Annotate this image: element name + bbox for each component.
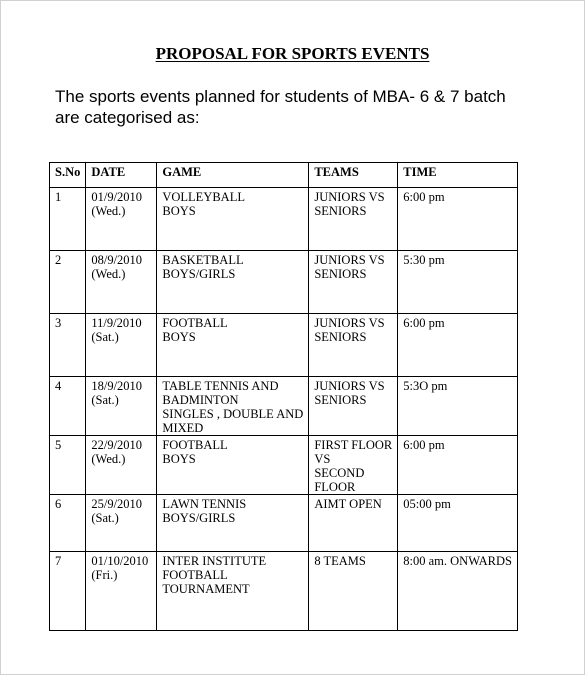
cell-teams-line: SENIORS	[314, 204, 367, 218]
cell-game-line: TOURNAMENT	[162, 582, 250, 596]
cell-teams-line: 8 TEAMS	[314, 554, 366, 568]
cell-teams-line: JUNIORS VS	[314, 253, 385, 267]
cell-date-line: 01/9/2010	[91, 190, 143, 204]
cell-sno	[50, 188, 86, 251]
cell-game-line: LAWN TENNIS	[162, 497, 247, 511]
table-row	[50, 314, 518, 377]
cell-game	[157, 495, 309, 552]
cell-teams-line: SENIORS	[314, 330, 367, 344]
cell-date-line: (Sat.)	[91, 330, 119, 344]
title-text: PROPOSAL FOR SPORTS EVENTS	[155, 44, 430, 63]
cell-game-line: BOYS	[162, 204, 196, 218]
cell-game-line: TABLE TENNIS AND	[162, 379, 279, 393]
cell-sno-line: 2	[55, 253, 62, 267]
cell-game-line: FOOTBALL	[162, 568, 228, 582]
cell-sno	[50, 314, 86, 377]
cell-game-line: FOOTBALL	[162, 438, 228, 452]
cell-date-line: 08/9/2010	[91, 253, 143, 267]
cell-time	[398, 552, 518, 631]
cell-date-line: (Wed.)	[91, 204, 126, 218]
cell-game-line: BOYS	[162, 330, 196, 344]
cell-date-line: (Wed.)	[91, 452, 126, 466]
cell-teams	[309, 377, 398, 436]
cell-game	[157, 436, 309, 495]
cell-teams-line: FLOOR	[314, 480, 356, 494]
cell-game-line: BOYS	[162, 452, 196, 466]
cell-time-line: 6:00 pm	[403, 316, 445, 330]
table-row	[50, 495, 518, 552]
table-row	[50, 436, 518, 495]
cell-date-line: (Fri.)	[91, 568, 118, 582]
cell-game-line: BASKETBALL	[162, 253, 244, 267]
table-row	[50, 188, 518, 251]
cell-sno	[50, 251, 86, 314]
cell-time-line: 6:00 pm	[403, 190, 445, 204]
cell-teams	[309, 552, 398, 631]
header-sno: S.No	[50, 163, 86, 188]
cell-time-line: 05:00 pm	[403, 497, 451, 511]
cell-game-line: BADMINTON	[162, 393, 239, 407]
cell-game-line: SINGLES , DOUBLE AND	[162, 407, 304, 421]
cell-sno-line: 4	[55, 379, 62, 393]
cell-date	[86, 314, 157, 377]
cell-date-line: 01/10/2010	[91, 554, 149, 568]
cell-date	[86, 552, 157, 631]
cell-date	[86, 251, 157, 314]
cell-teams-line: AIMT OPEN	[314, 497, 382, 511]
cell-sno-line: 7	[55, 554, 62, 568]
cell-time	[398, 495, 518, 552]
cell-game	[157, 314, 309, 377]
cell-teams-line: SECOND	[314, 466, 365, 480]
cell-date-line: 25/9/2010	[91, 497, 143, 511]
cell-date-line: 18/9/2010	[91, 379, 143, 393]
cell-game-line: MIXED	[162, 421, 204, 435]
table-row	[50, 552, 518, 631]
cell-teams-line: SENIORS	[314, 267, 367, 281]
cell-sno-line: 1	[55, 190, 62, 204]
cell-sno-line: 3	[55, 316, 62, 330]
cell-game	[157, 377, 309, 436]
cell-date	[86, 377, 157, 436]
intro-line-1: The sports events planned for students of MBA- 6 & 7 batch	[55, 87, 506, 106]
cell-date-line: (Wed.)	[91, 267, 126, 281]
cell-time	[398, 377, 518, 436]
cell-date	[86, 188, 157, 251]
cell-game	[157, 552, 309, 631]
cell-teams-line: JUNIORS VS	[314, 316, 385, 330]
cell-time-line: 5:30 pm	[403, 253, 445, 267]
cell-game-line: BOYS/GIRLS	[162, 267, 236, 281]
cell-teams	[309, 436, 398, 495]
cell-time-line: 6:00 pm	[403, 438, 445, 452]
cell-teams	[309, 188, 398, 251]
header-time: TIME	[398, 163, 518, 188]
cell-time	[398, 314, 518, 377]
cell-game-line: VOLLEYBALL	[162, 190, 245, 204]
header-date: DATE	[86, 163, 157, 188]
cell-teams-line: FIRST FLOOR	[314, 438, 393, 452]
cell-sno	[50, 495, 86, 552]
cell-date-line: 22/9/2010	[91, 438, 143, 452]
cell-sno	[50, 552, 86, 631]
cell-date-line: (Sat.)	[91, 511, 119, 525]
cell-sno	[50, 377, 86, 436]
cell-teams	[309, 314, 398, 377]
cell-time-line: 5:3O pm	[403, 379, 448, 393]
intro-line-2: are categorised as:	[55, 108, 200, 127]
cell-sno	[50, 436, 86, 495]
header-teams: TEAMS	[309, 163, 398, 188]
cell-date-line: (Sat.)	[91, 393, 119, 407]
cell-time	[398, 436, 518, 495]
table-row	[50, 377, 518, 436]
cell-time	[398, 251, 518, 314]
cell-game-line: INTER INSTITUTE	[162, 554, 267, 568]
header-game: GAME	[157, 163, 309, 188]
cell-teams-line: JUNIORS VS	[314, 190, 385, 204]
cell-game	[157, 251, 309, 314]
cell-time	[398, 188, 518, 251]
cell-teams	[309, 251, 398, 314]
cell-date	[86, 495, 157, 552]
table-body	[50, 188, 518, 631]
cell-game-line: BOYS/GIRLS	[162, 511, 236, 525]
cell-game-line: FOOTBALL	[162, 316, 228, 330]
cell-time-line: 8:00 am. ONWARDS	[403, 554, 512, 568]
cell-teams-line: JUNIORS VS	[314, 379, 385, 393]
cell-teams-line: SENIORS	[314, 393, 367, 407]
events-table	[49, 162, 518, 631]
page-title	[0, 44, 585, 64]
cell-sno-line: 5	[55, 438, 62, 452]
cell-teams-line: VS	[314, 452, 331, 466]
cell-teams	[309, 495, 398, 552]
cell-sno-line: 6	[55, 497, 62, 511]
table-row	[50, 251, 518, 314]
cell-date-line: 11/9/2010	[91, 316, 142, 330]
intro-paragraph	[55, 86, 555, 128]
cell-date	[86, 436, 157, 495]
cell-game	[157, 188, 309, 251]
table-header-row	[50, 163, 518, 188]
